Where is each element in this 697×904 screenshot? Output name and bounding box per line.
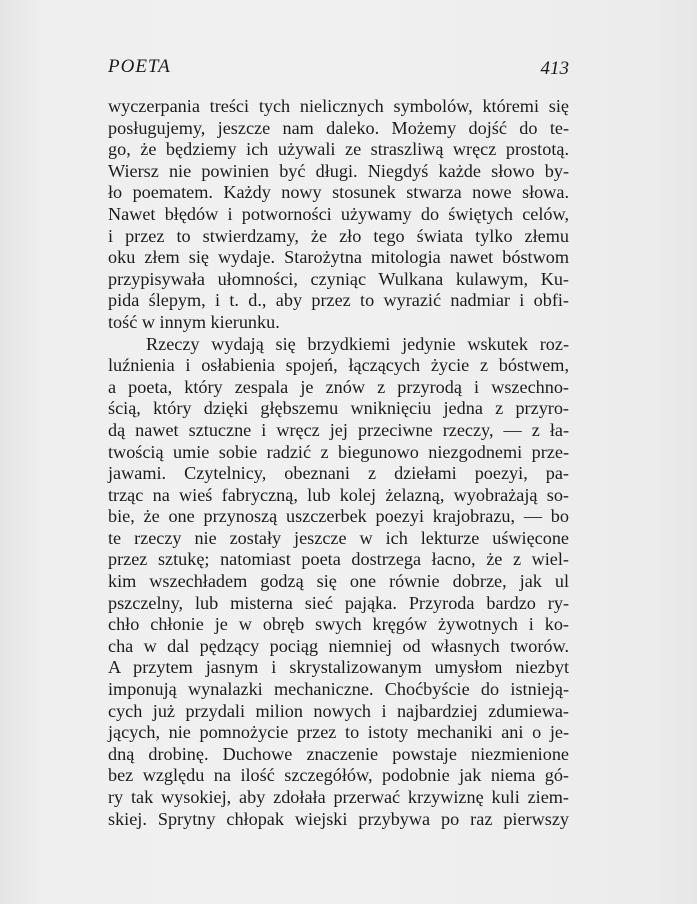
text-line: te rzeczy nie zostały jeszcze w ich lekturze uświęcone [108, 527, 569, 548]
text-line: ry tak wysokiej, aby zdołała przerwać krzywiznę kuli ziem- [108, 787, 569, 807]
paragraph-2 [108, 334, 569, 831]
paragraph-1 [108, 96, 569, 334]
text-line: przez sztukę; natomiast poeta dostrzega łacno, że z wiel- [108, 549, 569, 570]
text-line: tość w innym kierunku. [108, 311, 280, 332]
text-line: bez względu na ilość szczegółów, podobnie jak niema gó- [108, 765, 569, 786]
page-number: 413 [540, 58, 569, 79]
text-line: Wiersz nie powinien być długi. Niegdyś każde słowo by- [108, 160, 569, 181]
text-line: cych już przydali milion nowych i najbardziej zdumiewa- [108, 700, 569, 721]
text-line: skiej. Sprytny chłopak wiejski przybywa po raz pierwszy [108, 808, 569, 829]
text-line: luźnienia i osłabienia spojeń, łączących życie z bóstwem, [108, 355, 569, 376]
text-line: ścią, który dzięki głębszemu wniknięciu jedna z przyro- [108, 398, 569, 419]
text-line: ło poematem. Każdy nowy stosunek stwarza nowe słowa. [108, 182, 569, 203]
body-text [108, 96, 569, 830]
text-line: pszczelny, lub misterna sieć pająka. Przyroda bardzo ry- [108, 592, 569, 613]
text-line: trząc na wieś fabryczną, lub kolej żelazną, wyobrażają so- [108, 484, 569, 505]
text-line: pida ślepym, i t. d., aby przez to wyrazić nadmiar i obfi- [108, 290, 569, 311]
book-page [108, 56, 569, 830]
text-line: cha w dal pędzący pociąg niemniej od własnych tworów. [108, 635, 569, 656]
running-head [108, 56, 569, 86]
text-line: bie, że one przynoszą uszczerbek poezyi krajobrazu, — bo [108, 506, 569, 527]
text-line: oku złem się wydaje. Starożytna mitologia nawet bóstwom [108, 247, 569, 268]
text-line: a poeta, który zespala je znów z przyrodą i wszechno- [108, 376, 569, 397]
text-line: wyczerpania treści tych nielicznych symbolów, któremi się [108, 96, 569, 116]
text-line: go, że będziemy ich używali ze straszliwą wręcz prostotą. [108, 139, 569, 160]
text-line: dą nawet sztuczne i wręcz jej przeciwne rzeczy, — z ła- [108, 419, 569, 440]
text-line: Rzeczy wydają się brzydkiemi jedynie wskutek roz- [146, 333, 569, 354]
text-line: przypisywała ułomności, czyniąc Wulkana kulawym, Ku- [108, 268, 569, 289]
text-line: posługujemy, jeszcze nam daleko. Możemy dojść do te- [108, 117, 569, 138]
text-line: i przez to stwierdzamy, że zło tego świata tylko złemu [108, 225, 569, 246]
text-line: Nawet błędów i potworności używamy do świętych celów, [108, 203, 569, 224]
text-line: chło chłonie je w obręb swych kręgów żywotnych i ko- [108, 614, 569, 635]
text-line: jących, nie pomnożycie przez to istoty mechaniki ani o je- [108, 722, 569, 743]
text-line: jawami. Czytelnicy, obeznani z dziełami poezyi, pa- [108, 463, 569, 484]
text-line: dną drobinę. Duchowe znaczenie powstaje niezmienione [108, 743, 569, 764]
text-line: A przytem jasnym i skrystalizowanym umysłom niezbyt [108, 657, 569, 678]
text-line: kim wszechładem godzą się one równie dobrze, jak ul [108, 571, 569, 592]
running-title: POETA [108, 56, 171, 77]
text-line: twością umie sobie radzić z biegunowo niezgodnemi prze- [108, 441, 569, 462]
text-line: imponują wynalazki mechaniczne. Choćbyście do istnieją- [108, 679, 569, 700]
